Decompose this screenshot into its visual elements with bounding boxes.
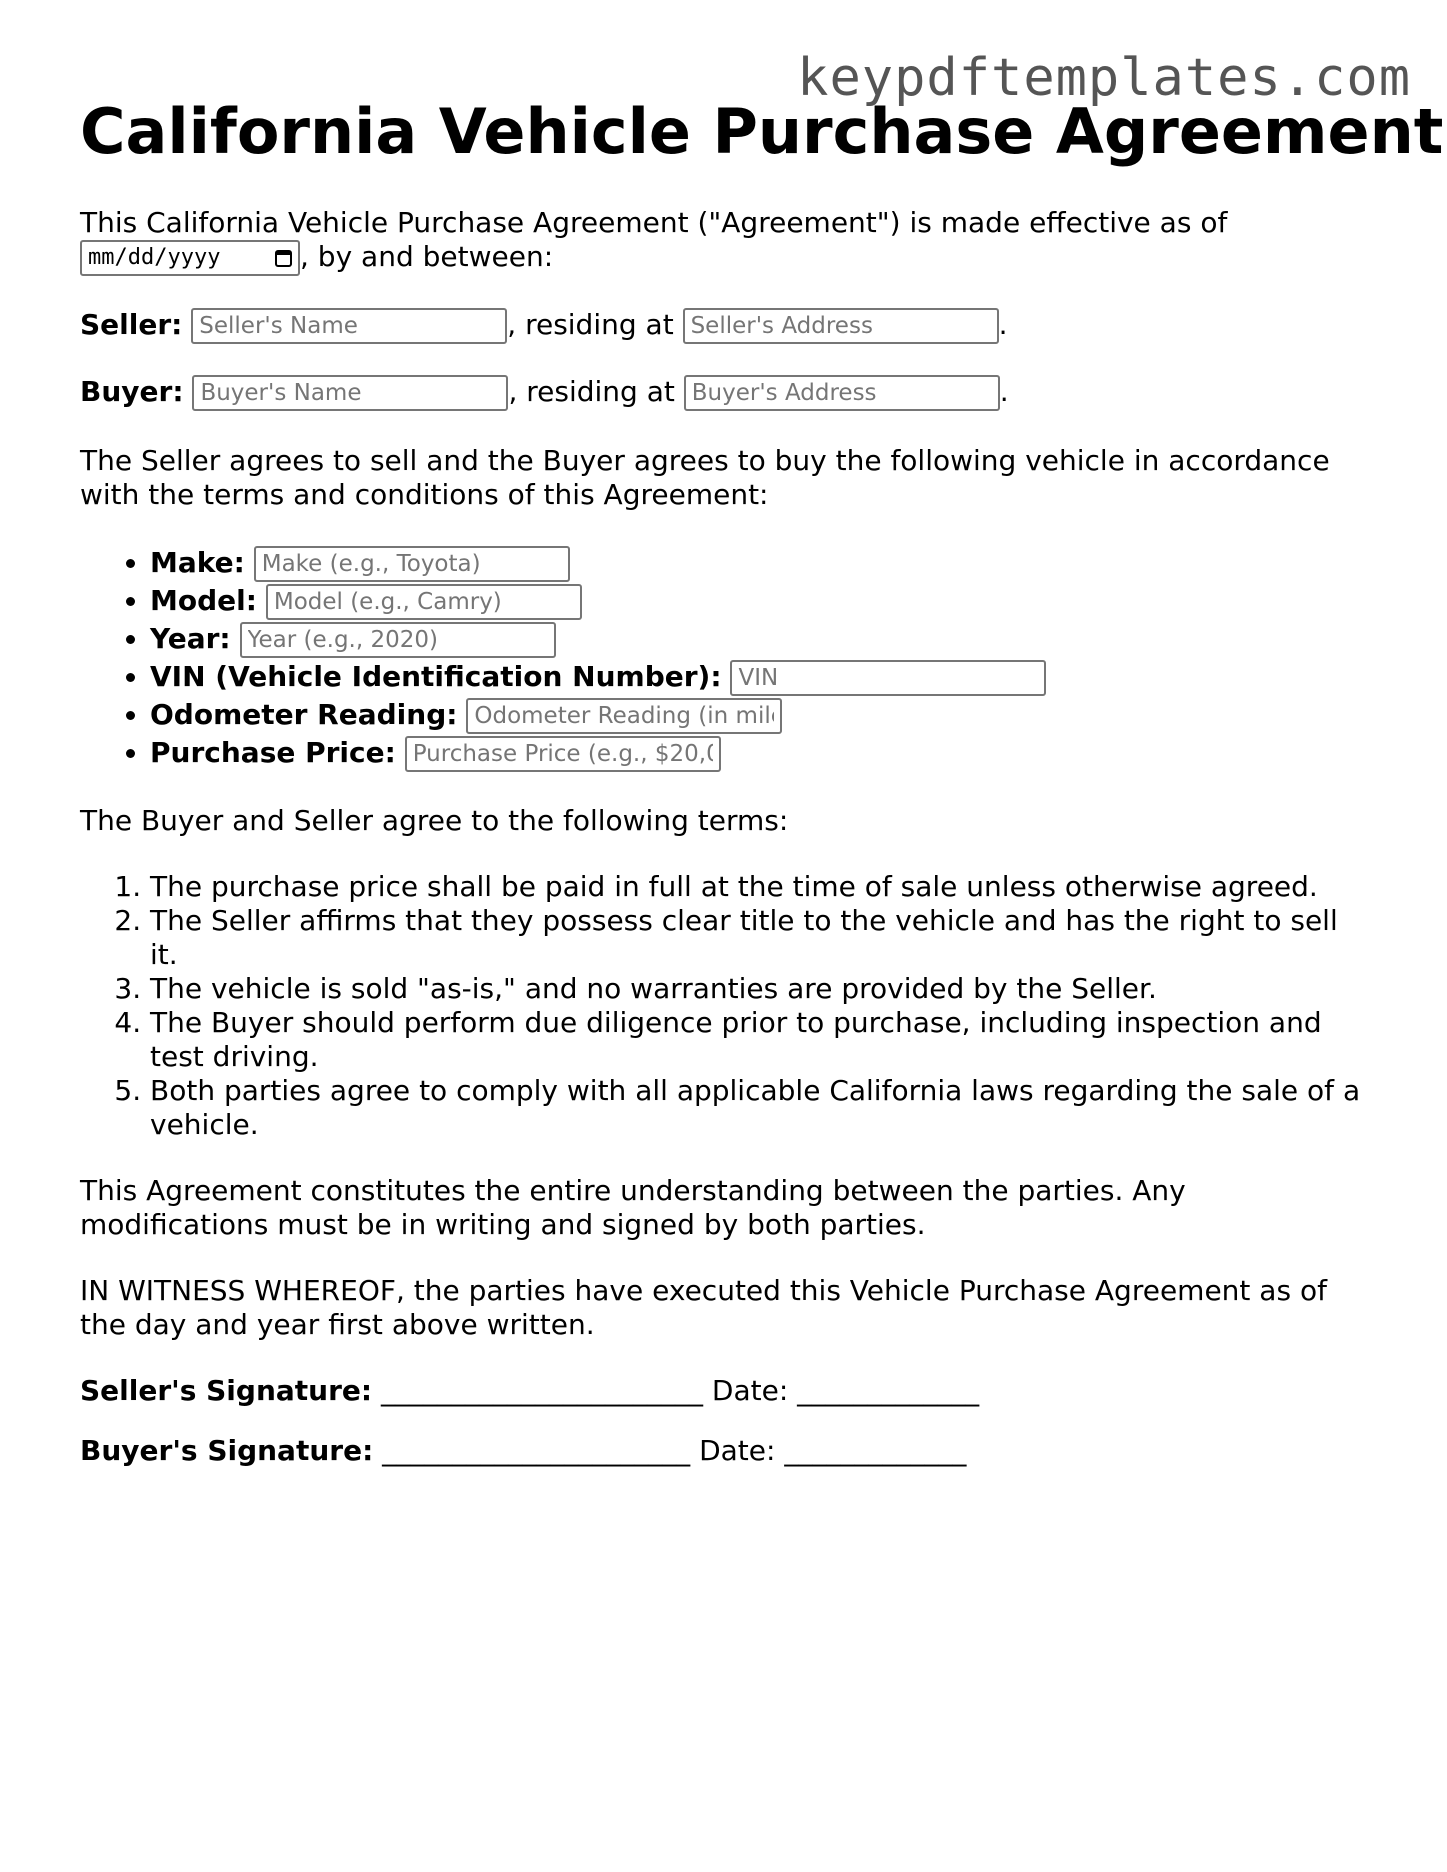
term-item: 2. The Seller affirms that they possess clear title to the vehicle and has the right to sell it.	[150, 904, 1370, 972]
seller-date-blank: _____________	[797, 1374, 980, 1407]
buyer-residing-text: , residing at	[508, 375, 675, 408]
intro-text-after: , by and between:	[300, 240, 554, 273]
year-input[interactable]	[240, 622, 556, 658]
vin-label: VIN (Vehicle Identification Number):	[150, 660, 722, 693]
intro-text: This California Vehicle Purchase Agreement ("Agreement") is made effective as of	[80, 206, 1228, 239]
odometer-input[interactable]	[466, 698, 782, 734]
list-item-purchase-price	[150, 734, 1370, 772]
buyer-label: Buyer:	[80, 375, 184, 408]
date-placeholder: mm/dd/yyyy	[88, 245, 221, 270]
calendar-icon[interactable]	[275, 250, 292, 267]
buyer-address-input[interactable]	[684, 375, 1000, 411]
seller-line	[80, 308, 1370, 344]
buyer-signature-line	[80, 1434, 1370, 1468]
term-item: 5. Both parties agree to comply with all applicable California laws regarding the sale of a vehicle.	[150, 1074, 1370, 1142]
term-item: 1. The purchase price shall be paid in full at the time of sale unless otherwise agreed.	[150, 870, 1370, 904]
seller-name-input[interactable]	[191, 308, 507, 344]
seller-residing-text: , residing at	[507, 308, 674, 341]
vin-input[interactable]	[730, 660, 1046, 696]
term-item: 3. The vehicle is sold "as-is," and no warranties are provided by the Seller.	[150, 972, 1370, 1006]
year-label: Year:	[150, 622, 231, 655]
seller-signature-blank: _______________________	[381, 1374, 703, 1407]
make-input[interactable]	[254, 546, 570, 582]
witness-paragraph: IN WITNESS WHEREOF, the parties have executed this Vehicle Purchase Agreement as of the day and year first above written.	[80, 1274, 1327, 1341]
seller-signature-line	[80, 1374, 1370, 1408]
model-label: Model:	[150, 584, 257, 617]
term-item: 4. The Buyer should perform due diligence prior to purchase, including inspection and test driving.	[150, 1006, 1370, 1074]
terms-intro: The Buyer and Seller agree to the following terms:	[80, 804, 789, 837]
list-item-make	[150, 544, 1370, 582]
buyer-line	[80, 375, 1370, 411]
intro-paragraph	[80, 206, 1370, 276]
list-item-odometer	[150, 696, 1370, 734]
seller-date-label: Date:	[711, 1374, 789, 1407]
buyer-signature-label: Buyer's Signature:	[80, 1434, 374, 1467]
list-item-year	[150, 620, 1370, 658]
buyer-date-blank: _____________	[784, 1434, 967, 1467]
buyer-period: .	[999, 375, 1009, 408]
seller-signature-label: Seller's Signature:	[80, 1374, 373, 1407]
page-title: California Vehicle Purchase Agreement	[80, 95, 1444, 168]
buyer-date-label: Date:	[699, 1434, 776, 1467]
buyer-signature-blank: ______________________	[382, 1434, 691, 1467]
terms-list	[80, 870, 1370, 1142]
seller-label: Seller:	[80, 308, 183, 341]
list-item-model	[150, 582, 1370, 620]
purchase-price-input[interactable]	[405, 736, 721, 772]
agreement-paragraph: The Seller agrees to sell and the Buyer agrees to buy the following vehicle in accordance with the terms and conditions of this Agreement:	[80, 444, 1330, 511]
make-label: Make:	[150, 546, 245, 579]
watermark-text: keypdftemplates.com	[797, 48, 1411, 108]
agreement-document	[80, 95, 1444, 1494]
effective-date-input[interactable]	[80, 240, 300, 276]
entire-agreement-paragraph: This Agreement constitutes the entire understanding between the parties. Any modifications must be in writing and signed by both parties.	[80, 1174, 1186, 1241]
purchase-price-label: Purchase Price:	[150, 736, 396, 769]
buyer-name-input[interactable]	[192, 375, 508, 411]
seller-period: .	[998, 308, 1008, 341]
seller-address-input[interactable]	[683, 308, 999, 344]
list-item-vin	[150, 658, 1370, 696]
model-input[interactable]	[266, 584, 582, 620]
odometer-label: Odometer Reading:	[150, 698, 458, 731]
vehicle-details-list	[80, 544, 1370, 772]
